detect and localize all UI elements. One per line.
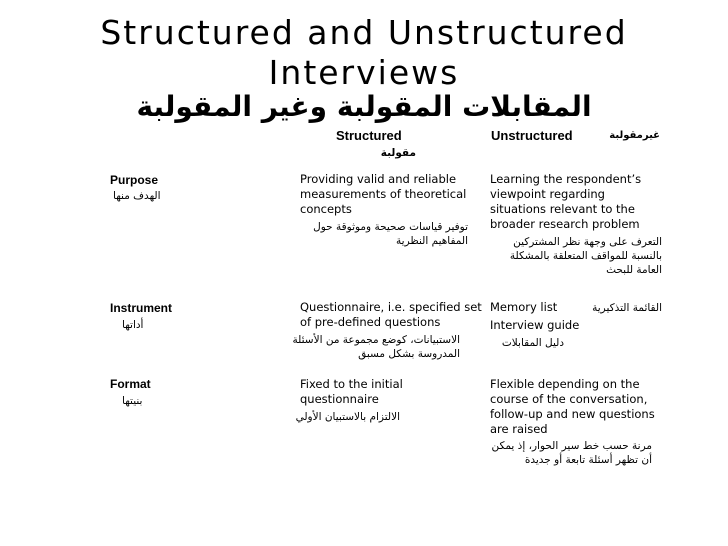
column-header-structured: Structured (336, 128, 402, 143)
title-arabic: المقابلات المقولبة وغير المقولبة (136, 90, 592, 123)
instrument-unstructured-interview-guide: Interview guide (490, 318, 580, 332)
row-label-purpose: Purpose (110, 173, 159, 187)
purpose-unstructured-ar: التعرف على وجهة نظر المشتركين بالنسبة للمواقف المتعلقة بالمشكلة العامة للبحث (509, 236, 662, 276)
instrument-unstructured-memory-list-ar: القائمة التذكيرية (592, 302, 662, 314)
format-structured: Fixed to the initial questionnaire (300, 377, 403, 406)
row-label-format-ar: بنيتها (122, 395, 143, 407)
format-unstructured: Flexible depending on the course of the conversation, follow-up and new questions are raised (490, 377, 655, 436)
instrument-structured-ar: الاستبيانات، كوضع مجموعة من الأسئلة المدروسة بشكل مسبق (292, 334, 460, 360)
title-line-1: Structured and Unstructured (100, 13, 628, 52)
title-line-2: Interviews (268, 53, 460, 92)
format-structured-ar: الالتزام بالاستبيان الأولي (295, 411, 400, 423)
row-label-instrument: Instrument (110, 301, 173, 315)
instrument-unstructured-ar: دليل المقابلات (501, 337, 564, 349)
instrument-unstructured-memory-list: Memory list (490, 300, 558, 314)
purpose-structured-ar: توفير قياسات صحيحة وموثوقة حول المفاهيم النظرية (313, 221, 468, 247)
column-header-unstructured: Unstructured (491, 128, 573, 143)
row-label-instrument-ar: أداتها (122, 319, 144, 331)
column-header-unstructured-ar: غيرمقولبة (609, 130, 660, 141)
row-label-format: Format (110, 377, 151, 391)
column-header-structured-ar: مقولبة (380, 147, 416, 159)
purpose-structured: Providing valid and reliable measurements of theoretical concepts (300, 172, 467, 216)
instrument-structured: Questionnaire, i.e. specified set of pre-defined questions (300, 300, 482, 329)
format-unstructured-ar: مرنة حسب خط سير الحوار، إذ يمكن أن تظهر أسئلة تابعة أو جديدة (491, 440, 652, 466)
purpose-unstructured: Learning the respondent’s viewpoint regarding situations relevant to the broader research problem (490, 172, 642, 231)
row-label-purpose-ar: الهدف منها (113, 190, 161, 202)
